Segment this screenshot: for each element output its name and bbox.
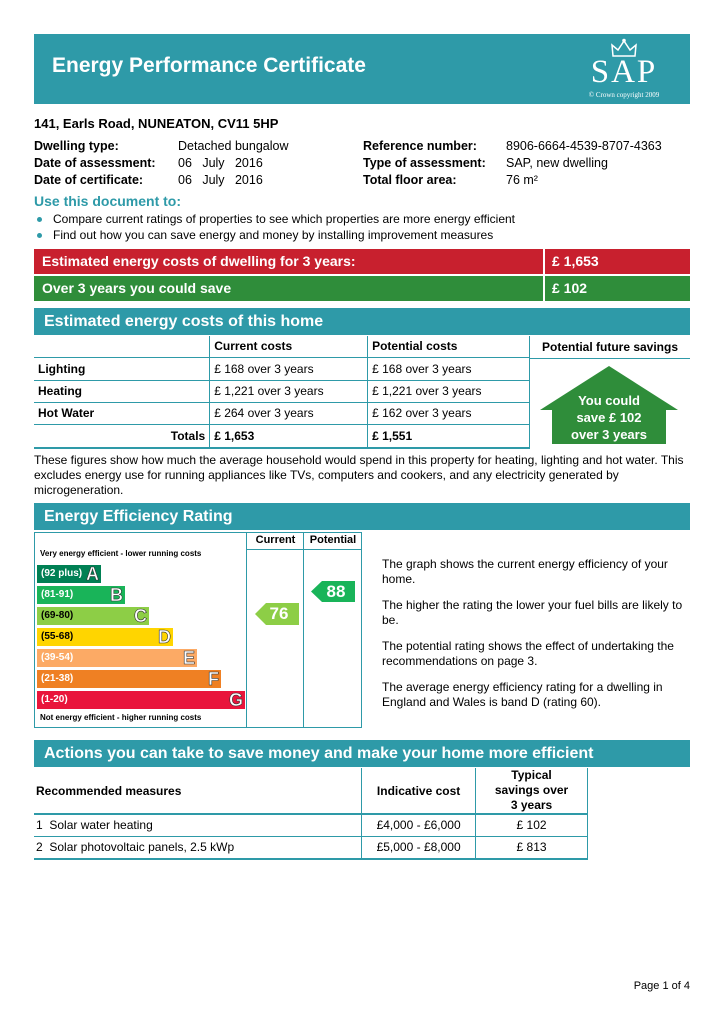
rating-band-e	[37, 649, 197, 667]
rating-band-letter: G	[228, 690, 243, 710]
certificate-date-label: Date of certificate:	[34, 173, 144, 187]
rating-band-letter: E	[182, 648, 195, 668]
dwelling-type-label: Dwelling type:	[34, 139, 119, 153]
assessment-date-label: Date of assessment:	[34, 156, 156, 170]
table-row: Lighting £ 168 over 3 years £ 168 over 3 years	[34, 357, 530, 380]
rating-explanation: The graph shows the current energy efficiency of your home. The higher the rating the lower your fuel bills are likely to be. The potential rating shows the effect of undertaking the recommendations on page 3. The average energy efficiency rating for a dwelling in England and Wales is band D (rating 60).	[382, 557, 683, 709]
table-row: Heating £ 1,221 over 3 years £ 1,221 over 3 years	[34, 380, 530, 402]
inefficient-label: Not energy efficient - higher running costs	[40, 713, 202, 722]
rating-band-letter: F	[208, 669, 219, 689]
rating-band-range: (81-91)	[41, 589, 74, 600]
efficiency-section-heading: Energy Efficiency Rating	[34, 503, 690, 530]
current-rating-value: 76	[269, 604, 289, 623]
rating-band-g	[37, 691, 245, 709]
assessment-date-value: 06 July 2016	[178, 156, 263, 170]
costs-note: These figures show how much the average household would spend in this property for heating, lighting and hot water. This excludes energy use for running appliances like TVs, computers and cookers, and any electricity generated by microgeneration.	[34, 453, 684, 497]
rating-band-range: (21-38)	[41, 673, 74, 684]
actions-table	[34, 768, 588, 860]
certificate-date-value: 06 July 2016	[178, 173, 263, 187]
savings-callout: You could save £ 102 over 3 years	[571, 393, 647, 442]
floor-area-label: Total floor area:	[363, 173, 457, 187]
rating-band-letter: C	[134, 606, 147, 626]
rating-band-letter: A	[86, 564, 99, 584]
rating-band-letter: B	[110, 585, 123, 605]
rating-band-b	[37, 586, 125, 604]
rating-band-c	[37, 607, 149, 625]
table-row: Hot Water £ 264 over 3 years £ 162 over 3 years	[34, 402, 530, 424]
use-document-heading: Use this document to:	[34, 193, 182, 209]
savings-label: Over 3 years you could save	[34, 276, 543, 301]
rating-band-f	[37, 670, 221, 688]
rating-band-range: (69-80)	[41, 610, 74, 621]
rating-band-letter: D	[158, 627, 171, 647]
rating-band-range: (55-68)	[41, 631, 74, 642]
rating-band-a	[37, 565, 101, 583]
page-title: Energy Performance Certificate	[52, 54, 366, 77]
rating-band-d	[37, 628, 173, 646]
table-row: 2 Solar photovoltaic panels, 2.5 kWp £5,000 - £8,000 £ 813	[34, 836, 588, 859]
savings-value: £ 102	[545, 276, 690, 301]
estimated-cost-label: Estimated energy costs of dwelling for 3 years:	[34, 249, 543, 274]
crown-copyright: © Crown copyright 2009	[588, 91, 660, 99]
crown-icon	[610, 38, 638, 58]
rating-col-potential: Potential	[309, 534, 357, 546]
bullet-icon	[37, 217, 42, 222]
estimated-cost-value: £ 1,653	[545, 249, 690, 274]
potential-rating-value: 88	[326, 582, 346, 601]
reference-number-label: Reference number:	[363, 139, 477, 153]
list-item: Find out how you can save energy and money by installing improvement measures	[37, 228, 493, 242]
col-indicative-cost: Indicative cost	[362, 768, 476, 814]
col-future-savings: Potential future savings	[530, 336, 690, 359]
header-banner	[34, 34, 690, 104]
col-recommended-measures: Recommended measures	[36, 783, 182, 798]
floor-area-value: 76 m²	[506, 173, 538, 187]
costs-section-heading: Estimated energy costs of this home	[34, 308, 690, 335]
rating-band-range: (1-20)	[41, 694, 68, 705]
bullet-icon	[37, 233, 42, 238]
property-address: 141, Earls Road, NUNEATON, CV11 5HP	[34, 116, 279, 131]
efficient-label: Very energy efficient - lower running costs	[40, 549, 202, 558]
page-number: Page 1 of 4	[633, 980, 690, 992]
assessment-type-value: SAP, new dwelling	[506, 156, 608, 170]
rating-band-range: (92 plus)	[41, 568, 83, 579]
actions-section-heading: Actions you can take to save money and make your home more efficient	[34, 740, 690, 767]
totals-row: Totals £ 1,653 £ 1,551	[34, 424, 530, 448]
list-item: Compare current ratings of properties to see which properties are more energy efficient	[37, 212, 515, 226]
col-current-costs: Current costs	[210, 336, 368, 357]
sap-logo-text: SAP	[590, 54, 658, 90]
reference-number-value: 8906-6664-4539-8707-4363	[506, 139, 662, 153]
sap-logo	[574, 38, 674, 100]
col-potential-costs: Potential costs	[368, 336, 530, 357]
rating-band-range: (39-54)	[41, 652, 74, 663]
costs-table	[34, 336, 530, 449]
rating-col-current: Current	[255, 534, 296, 546]
dwelling-type-value: Detached bungalow	[178, 139, 289, 153]
col-typical-savings: Typical savings over 3 years	[476, 768, 588, 814]
table-row: 1 Solar water heating £4,000 - £6,000 £ 102	[34, 814, 588, 836]
assessment-type-label: Type of assessment:	[363, 156, 486, 170]
